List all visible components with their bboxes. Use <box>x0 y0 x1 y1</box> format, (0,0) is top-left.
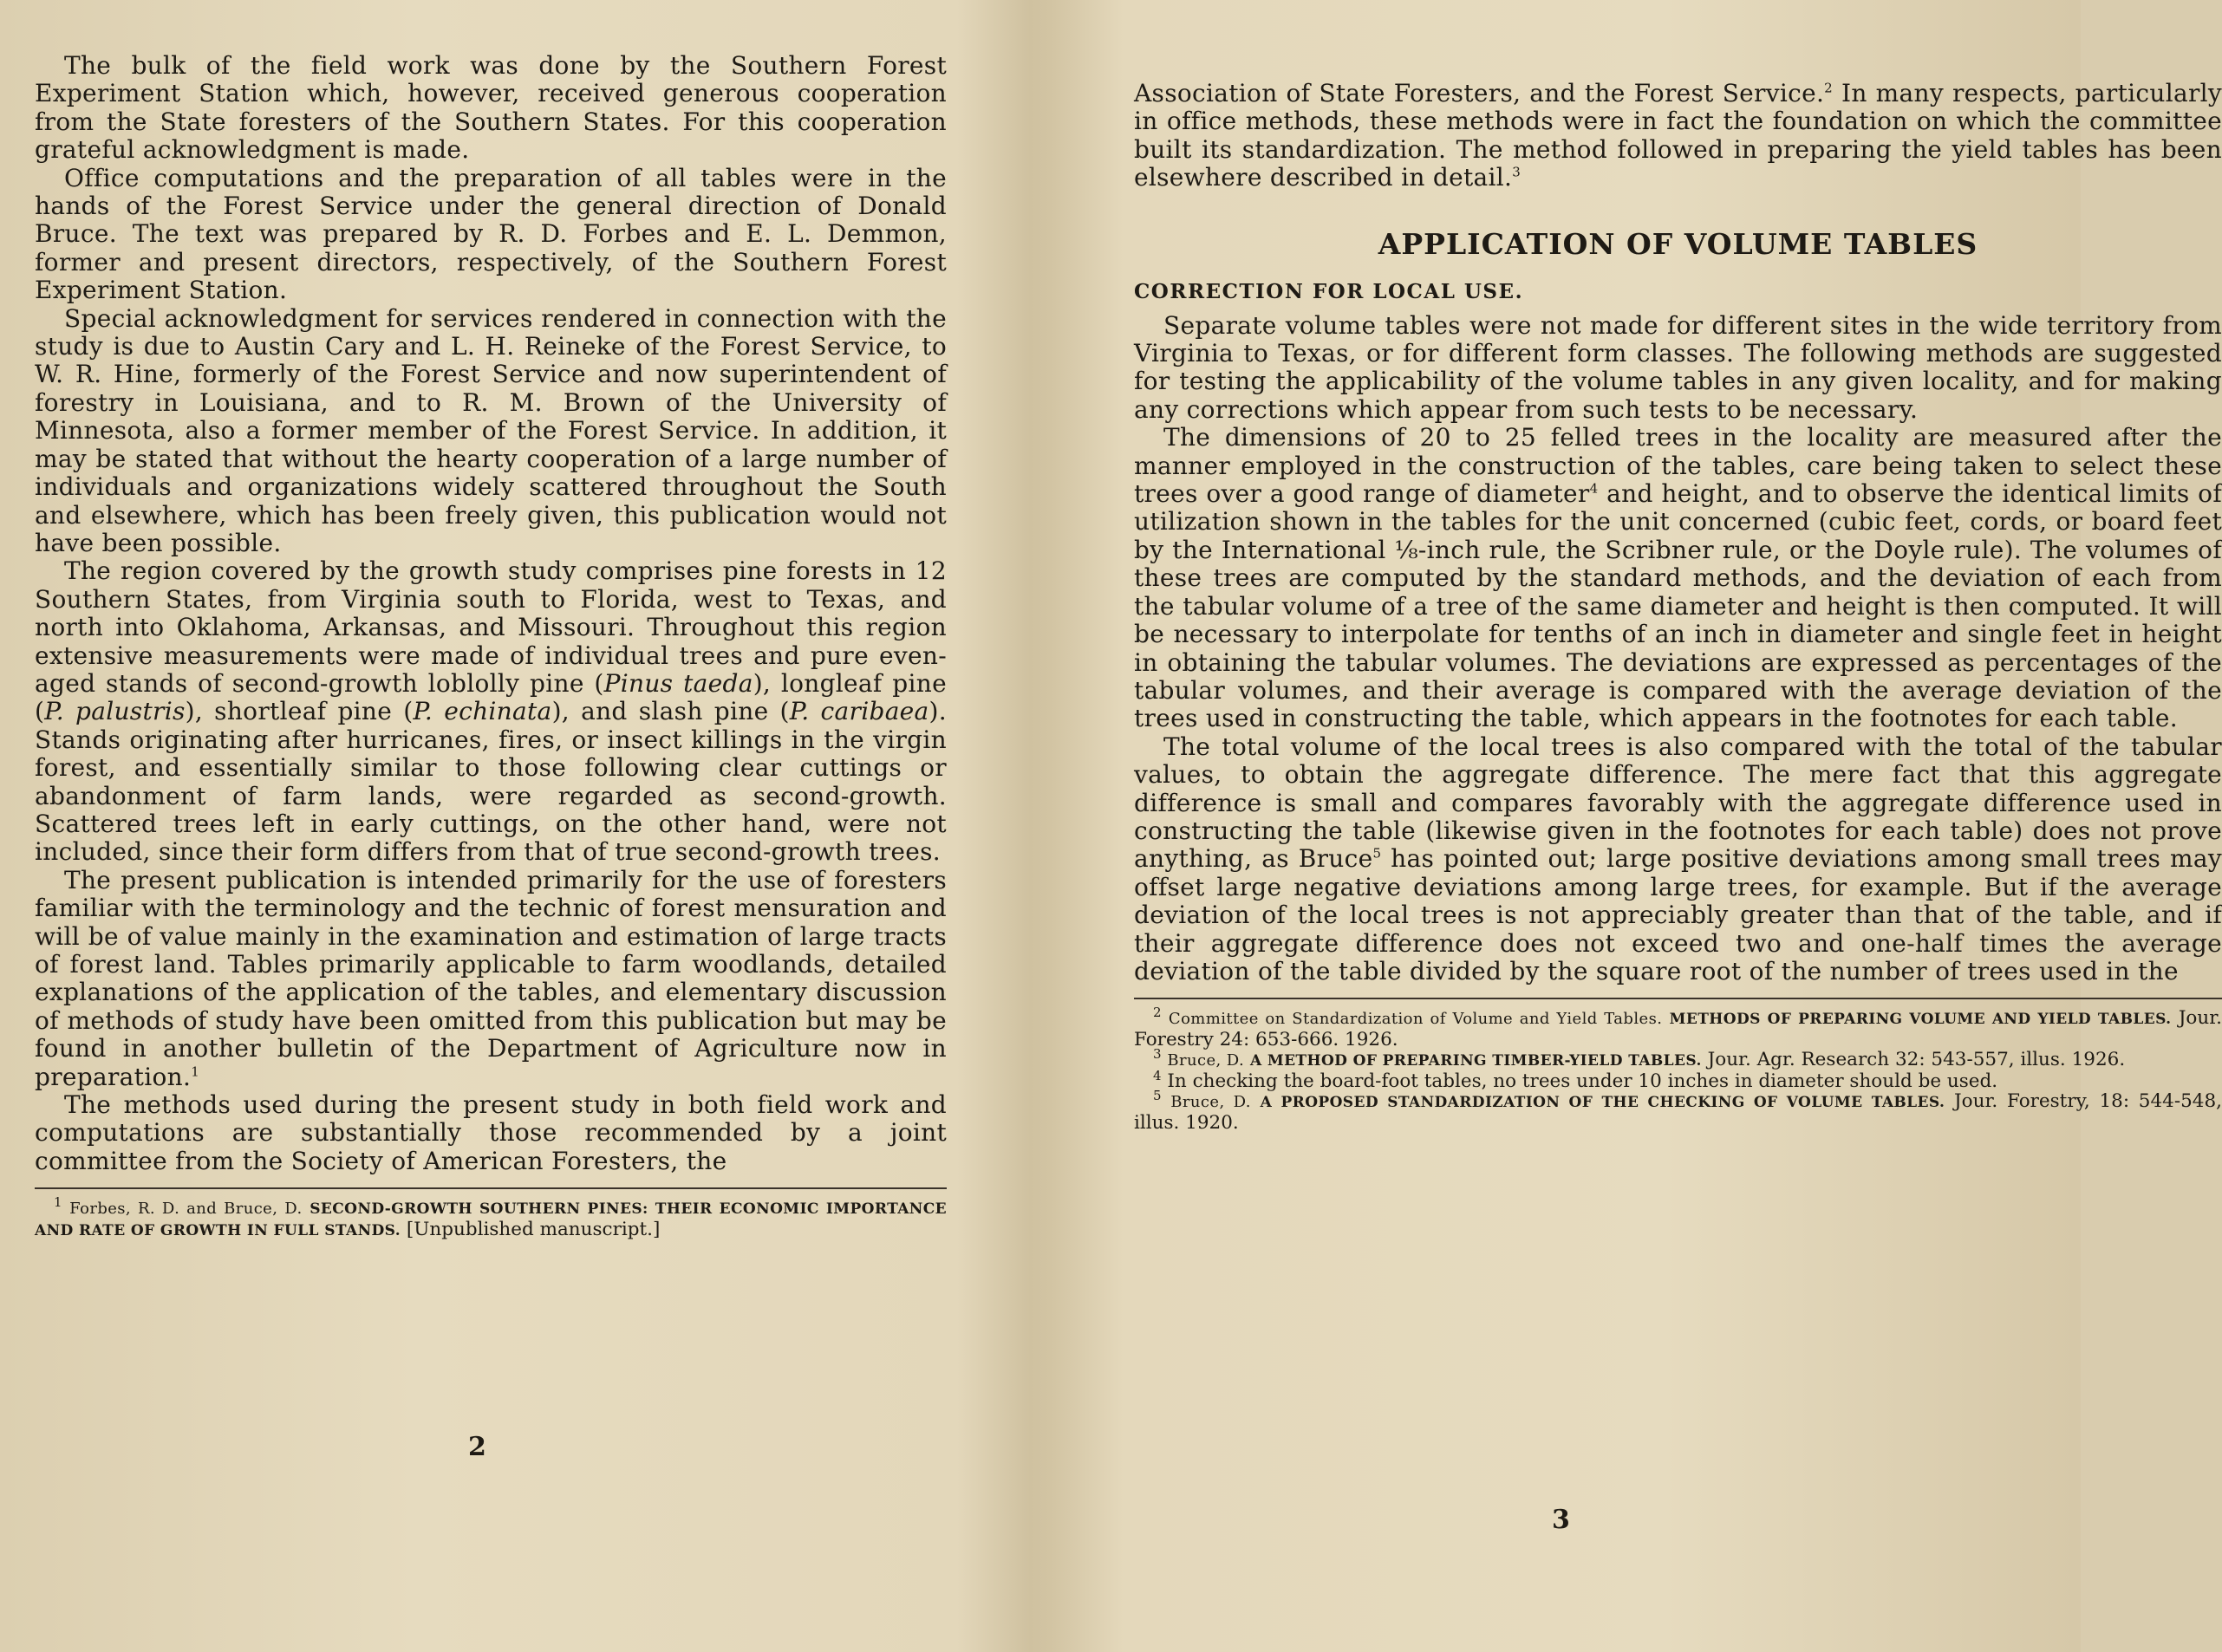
footnote-number: 3 <box>1153 1046 1162 1063</box>
text-run: Association of State Foresters, and the Forest Service. <box>1134 79 1825 107</box>
text-run: The region covered by the growth study comprises pine forests in 12 Southern States, from Virginia south to Florida, west to Texas, and north into Oklahoma, Arkansas, and Missouri. Throughout this region extensive measurements were made of individual trees and pure even-aged stands of second-growth loblolly pine ( <box>35 556 947 698</box>
text-run: The present publication is intended primarily for the use of foresters familiar with the terminology and the technic of forest mensuration and will be of value mainly in the examination and estimation of large tracts of forest land. Tables primarily applicable to farm woodlands, detailed explanations of the application of the tables, and elementary discussion of methods of study have been omitted from this publication but may be found in another bulletin of the Department of Agriculture now in preparation. <box>35 865 947 1091</box>
text-run: The dimensions of 20 to 25 felled trees in the locality are measured after the manner employed in the construction of the tables, care being taken to select these trees over a good range of diameter <box>1134 423 2222 509</box>
text-run: ), and slash pine ( <box>551 697 790 726</box>
text-run: The total volume of the local trees is also compared with the total of the tabular values, to obtain the aggregate difference. The mere fact that this aggregate difference is small and compares favorably with the aggregate difference used in constructing the table (likewise given in the footnotes for each table) does not prove anything, as Bruce <box>1134 732 2222 874</box>
text-run: ). Stands originating after hurricanes, fires, or insect killings in the virgin forest, and essentially similar to those following clear cuttings or abandonment of farm lands, were regarded as second-growth. Scattered trees left in early cuttings, on the other hand, were not included, since their form differs from that of true second-growth trees. <box>35 697 947 867</box>
text-run: In many respects, particularly in office methods, these methods were in fact the foundation on which the committee built its standardization. The method followed in preparing the yield tables has been elsewhere described in detail. <box>1134 79 2222 192</box>
species-name: P. echinata <box>413 697 552 726</box>
footnote-title: A METHOD OF PREPARING TIMBER-YIELD TABLES. <box>1249 1052 1702 1070</box>
species-name: Pinus taeda <box>603 668 753 698</box>
subsection-heading: CORRECTION FOR LOCAL USE. <box>1134 279 1524 303</box>
footnote-ref: 3 <box>1512 164 1522 180</box>
footnote-text: In checking the board-foot tables, no trees under 10 inches in diameter should be used. <box>1167 1070 1998 1093</box>
left-text-column <box>35 52 947 1241</box>
footnote <box>1134 1088 2222 1135</box>
paragraph: The bulk of the field work was done by the Southern Forest Experiment Station which, however, received generous cooperation from the State foresters of the Southern States. For this cooperation grateful acknowledgment is made. <box>35 51 947 165</box>
footnote-author: Bruce, D. <box>1170 1093 1251 1112</box>
footnote <box>1134 1005 2222 1051</box>
total-paragraph <box>1134 733 2222 986</box>
footnote-rule <box>35 1187 947 1189</box>
footnote-title: METHODS OF PREPARING VOLUME AND YIELD TABLES. <box>1669 1011 2172 1029</box>
footnote-source: Jour. Agr. Research 32: 543-557, illus. 1926. <box>1707 1049 2126 1071</box>
section-heading: APPLICATION OF VOLUME TABLES <box>1378 226 1978 261</box>
species-name: P. caribaea <box>789 697 929 726</box>
text-run: and height, and to observe the identical limits of utilization shown in the tables for the unit concerned (cubic feet, cords, or board feet by the International ⅛-inch rule, the Scribner rule, or the Doyle rule). The volumes of these trees are computed by the standard methods, and the deviation of each from the tabular volume of a tree of the same diameter and height is then computed. It will be necessary to interpolate for tenths of an inch in diameter and single feet in height in obtaining the tabular volumes. The deviations are expressed as percentages of the tabular volumes, and their average is compared with the average deviation of the trees used in constructing the table, which appears in the footnotes for each table. <box>1134 479 2222 733</box>
footnote <box>1134 1046 2222 1071</box>
region-paragraph <box>35 557 947 866</box>
dimensions-paragraph <box>1134 424 2222 732</box>
footnote-title: SECOND-GROWTH SOUTHERN PINES: THEIR ECONOMIC IMPORTANCE AND RATE OF GROWTH IN FULL STANDS. <box>35 1200 948 1240</box>
footnote-number: 4 <box>1153 1068 1162 1084</box>
footnote-source: Jour. Forestry, 18: 544-548, illus. 1920. <box>1134 1090 2222 1135</box>
paragraph: The methods used during the present study in both field work and computations are substantially those recommended by a joint committee from the Society of American Foresters, the <box>35 1090 947 1175</box>
paragraph: Separate volume tables were not made for different sites in the wide territory from Virginia to Texas, or for different form classes. The following methods are suggested for testing the applicability of the volume tables in any given locality, and for making any corrections which appear from such tests to be necessary. <box>1134 310 2222 424</box>
page-number: 3 <box>1552 1505 1570 1535</box>
footnote-title: A PROPOSED STANDARDIZATION OF THE CHECKING OF VOLUME TABLES. <box>1260 1094 1945 1112</box>
right-page <box>1058 0 2222 1652</box>
footnote-ref: 4 <box>1589 480 1599 497</box>
footnote-ref: 2 <box>1824 80 1834 96</box>
species-name: P. palustris <box>44 697 186 726</box>
footnote <box>1134 1068 2222 1093</box>
footnote <box>35 1194 948 1241</box>
footnote-rule <box>1134 998 2222 999</box>
footnote-ref: 1 <box>191 1063 200 1080</box>
text-run: ), shortleaf pine ( <box>185 697 414 726</box>
footnote-number: 1 <box>54 1194 62 1211</box>
continued-paragraph <box>1134 80 2222 192</box>
right-text-column <box>1134 80 2222 1133</box>
footnote-number: 2 <box>1153 1005 1162 1021</box>
paragraph: Office computations and the preparation of all tables were in the hands of the Forest Service under the general direction of Donald Bruce. The text was prepared by R. D. Forbes and E. L. Demmon, former and present directors, respectively, of the Southern Forest Experiment Station. <box>35 163 947 305</box>
footnote-author: Committee on Standardization of Volume and Yield Tables. <box>1168 1010 1663 1029</box>
text-run: ), longleaf pine ( <box>35 668 947 726</box>
footnote-source: [Unpublished manuscript.] <box>406 1219 661 1241</box>
footnote-author: Bruce, D. <box>1167 1051 1245 1070</box>
paragraph: Special acknowledgment for services rendered in connection with the study is due to Austin Cary and L. H. Reineke of the Forest Service, to W. R. Hine, formerly of the Forest Service and now superintendent of forestry in Louisiana, and to R. M. Brown of the University of Minnesota, also a former member of the Forest Service. In addition, it may be stated that without the hearty cooperation of a large number of individuals and organizations widely scattered throughout the South and elsewhere, which has been freely given, this publication would not have been possible. <box>35 303 947 557</box>
left-page <box>0 0 1023 1652</box>
footnote-source: Jour. Forestry 24: 653-666. 1926. <box>1134 1007 2222 1051</box>
present-paragraph <box>35 867 947 1091</box>
page-number: 2 <box>468 1432 486 1462</box>
footnote-ref: 5 <box>1372 846 1382 862</box>
text-run: has pointed out; large positive deviations among small trees may offset large negative deviations among large trees, for example. But if the average deviation of the local trees is not appreciably greater than that of the table, and if their aggregate difference does not exceed two and one-half times the average deviation of the table divided by the square root of the number of trees used in the <box>1134 844 2222 985</box>
footnote-author: Forbes, R. D. and Bruce, D. <box>69 1200 303 1219</box>
footnote-number: 5 <box>1153 1088 1162 1104</box>
